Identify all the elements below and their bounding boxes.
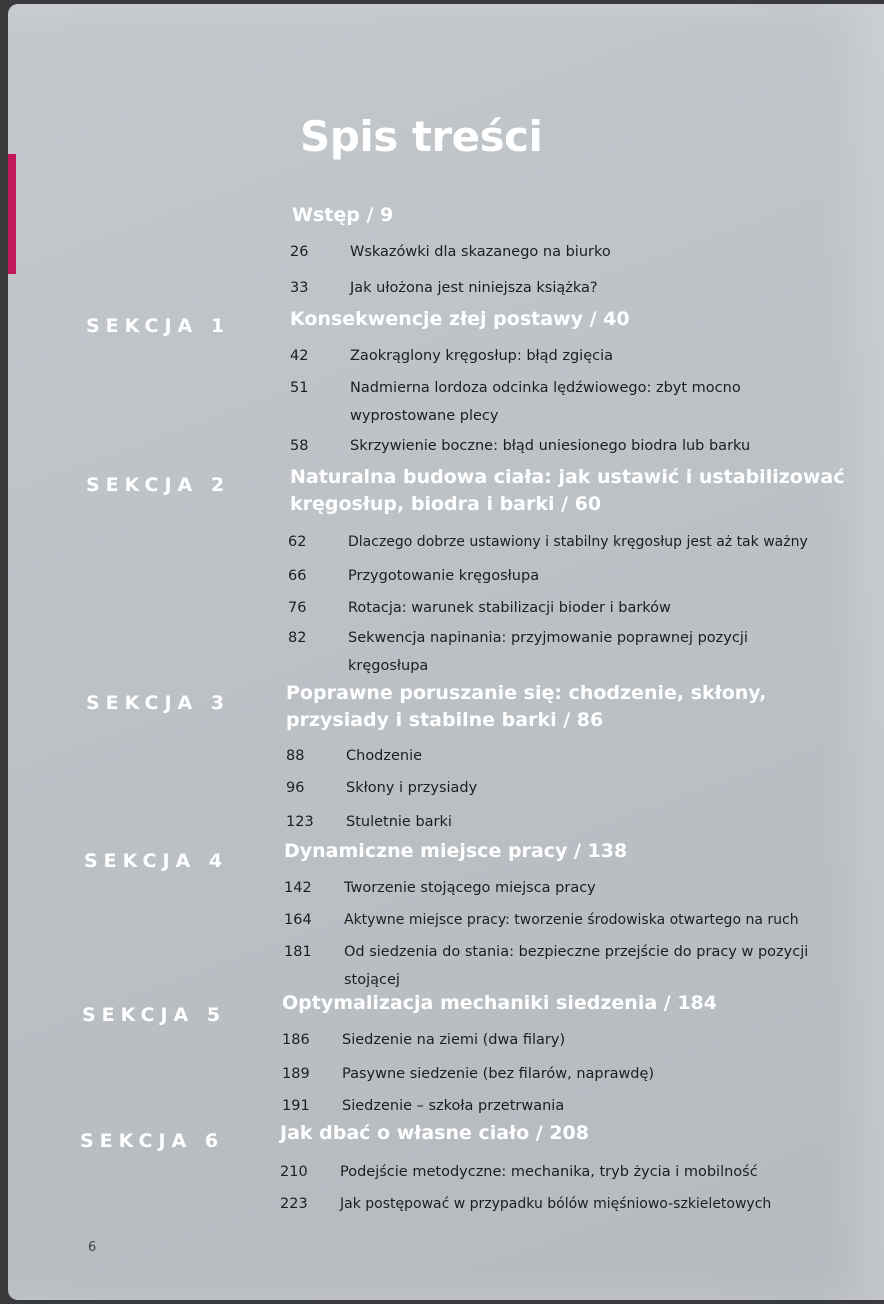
- section-heading-3: Poprawne poruszanie się: chodzenie, skłony, przysiady i stabilne barki / 86: [286, 682, 767, 731]
- section-label-1: SEKCJA 1: [86, 315, 231, 337]
- entry-page: 62: [288, 534, 307, 550]
- entry-text: Stuletnie barki: [346, 814, 452, 830]
- entry-text: Rotacja: warunek stabilizacji bioder i barków: [348, 600, 671, 616]
- page-title: Spis treści: [300, 112, 543, 161]
- entry-page: 96: [286, 780, 305, 796]
- entry-page: 88: [286, 748, 305, 764]
- entry-page: 189: [282, 1066, 310, 1082]
- section-heading-4: Dynamiczne miejsce pracy / 138: [284, 840, 628, 862]
- entry-page: 51: [290, 380, 309, 396]
- entry-text: Pasywne siedzenie (bez filarów, naprawdę): [342, 1066, 655, 1082]
- entry-page: 76: [288, 600, 307, 616]
- entry-page: 82: [288, 630, 307, 646]
- section-heading-1: Konsekwencje złej postawy / 40: [290, 308, 630, 330]
- entry-page: 123: [286, 814, 314, 830]
- entry-page: 186: [282, 1032, 310, 1048]
- entry-page: 42: [290, 348, 309, 364]
- entry-page: 191: [282, 1098, 310, 1114]
- intro-heading: Wstęp / 9: [292, 204, 394, 226]
- book-page: [8, 4, 884, 1300]
- section-heading-2: Naturalna budowa ciała: jak ustawić i ustabilizować kręgosłup, biodra i barki / 60: [290, 466, 845, 515]
- page-number: 6: [88, 1240, 97, 1255]
- entry-page: 33: [290, 280, 309, 296]
- entry-page: 66: [288, 568, 307, 584]
- page-edge-accent: [8, 154, 16, 274]
- entry-text: Jak postępować w przypadku bólów mięśniowo-szkieletowych: [340, 1196, 772, 1212]
- entry-text: Nadmierna lordoza odcinka lędźwiowego: zbyt mocno wyprostowane plecy: [350, 380, 741, 424]
- entry-text: Podejście metodyczne: mechanika, tryb życia i mobilność: [340, 1164, 758, 1180]
- entry-page: 58: [290, 438, 309, 454]
- section-label-2: SEKCJA 2: [86, 474, 231, 496]
- entry-page: 26: [290, 244, 309, 260]
- entry-text: Skrzywienie boczne: błąd uniesionego biodra lub barku: [350, 438, 751, 454]
- section-heading-5: Optymalizacja mechaniki siedzenia / 184: [282, 992, 717, 1014]
- entry-text: Sekwencja napinania: przyjmowanie poprawnej pozycji kręgosłupa: [348, 630, 748, 674]
- entry-text: Tworzenie stojącego miejsca pracy: [344, 880, 596, 896]
- entry-page: 164: [284, 912, 312, 928]
- entry-text: Wskazówki dla skazanego na biurko: [350, 244, 611, 260]
- entry-text: Przygotowanie kręgosłupa: [348, 568, 540, 584]
- entry-page: 223: [280, 1196, 308, 1212]
- section-heading-6: Jak dbać o własne ciało / 208: [280, 1122, 590, 1144]
- entry-page: 142: [284, 880, 312, 896]
- section-label-6: SEKCJA 6: [80, 1130, 225, 1152]
- entry-text: Skłony i przysiady: [346, 780, 478, 796]
- section-label-4: SEKCJA 4: [84, 850, 229, 872]
- entry-text: Dlaczego dobrze ustawiony i stabilny kręgosłup jest aż tak ważny: [348, 534, 808, 550]
- entry-text: Chodzenie: [346, 748, 423, 764]
- entry-text: Zaokrąglony kręgosłup: błąd zgięcia: [350, 348, 614, 364]
- entry-text: Siedzenie – szkoła przetrwania: [342, 1098, 565, 1114]
- section-label-3: SEKCJA 3: [86, 692, 231, 714]
- section-label-5: SEKCJA 5: [82, 1004, 227, 1026]
- entry-page: 181: [284, 944, 312, 960]
- entry-page: 210: [280, 1164, 308, 1180]
- entry-text: Aktywne miejsce pracy: tworzenie środowiska otwartego na ruch: [344, 912, 799, 928]
- entry-text: Jak ułożona jest niniejsza książka?: [350, 280, 598, 296]
- entry-text: Od siedzenia do stania: bezpieczne przejście do pracy w pozycji stojącej: [344, 944, 809, 988]
- entry-text: Siedzenie na ziemi (dwa filary): [342, 1032, 566, 1048]
